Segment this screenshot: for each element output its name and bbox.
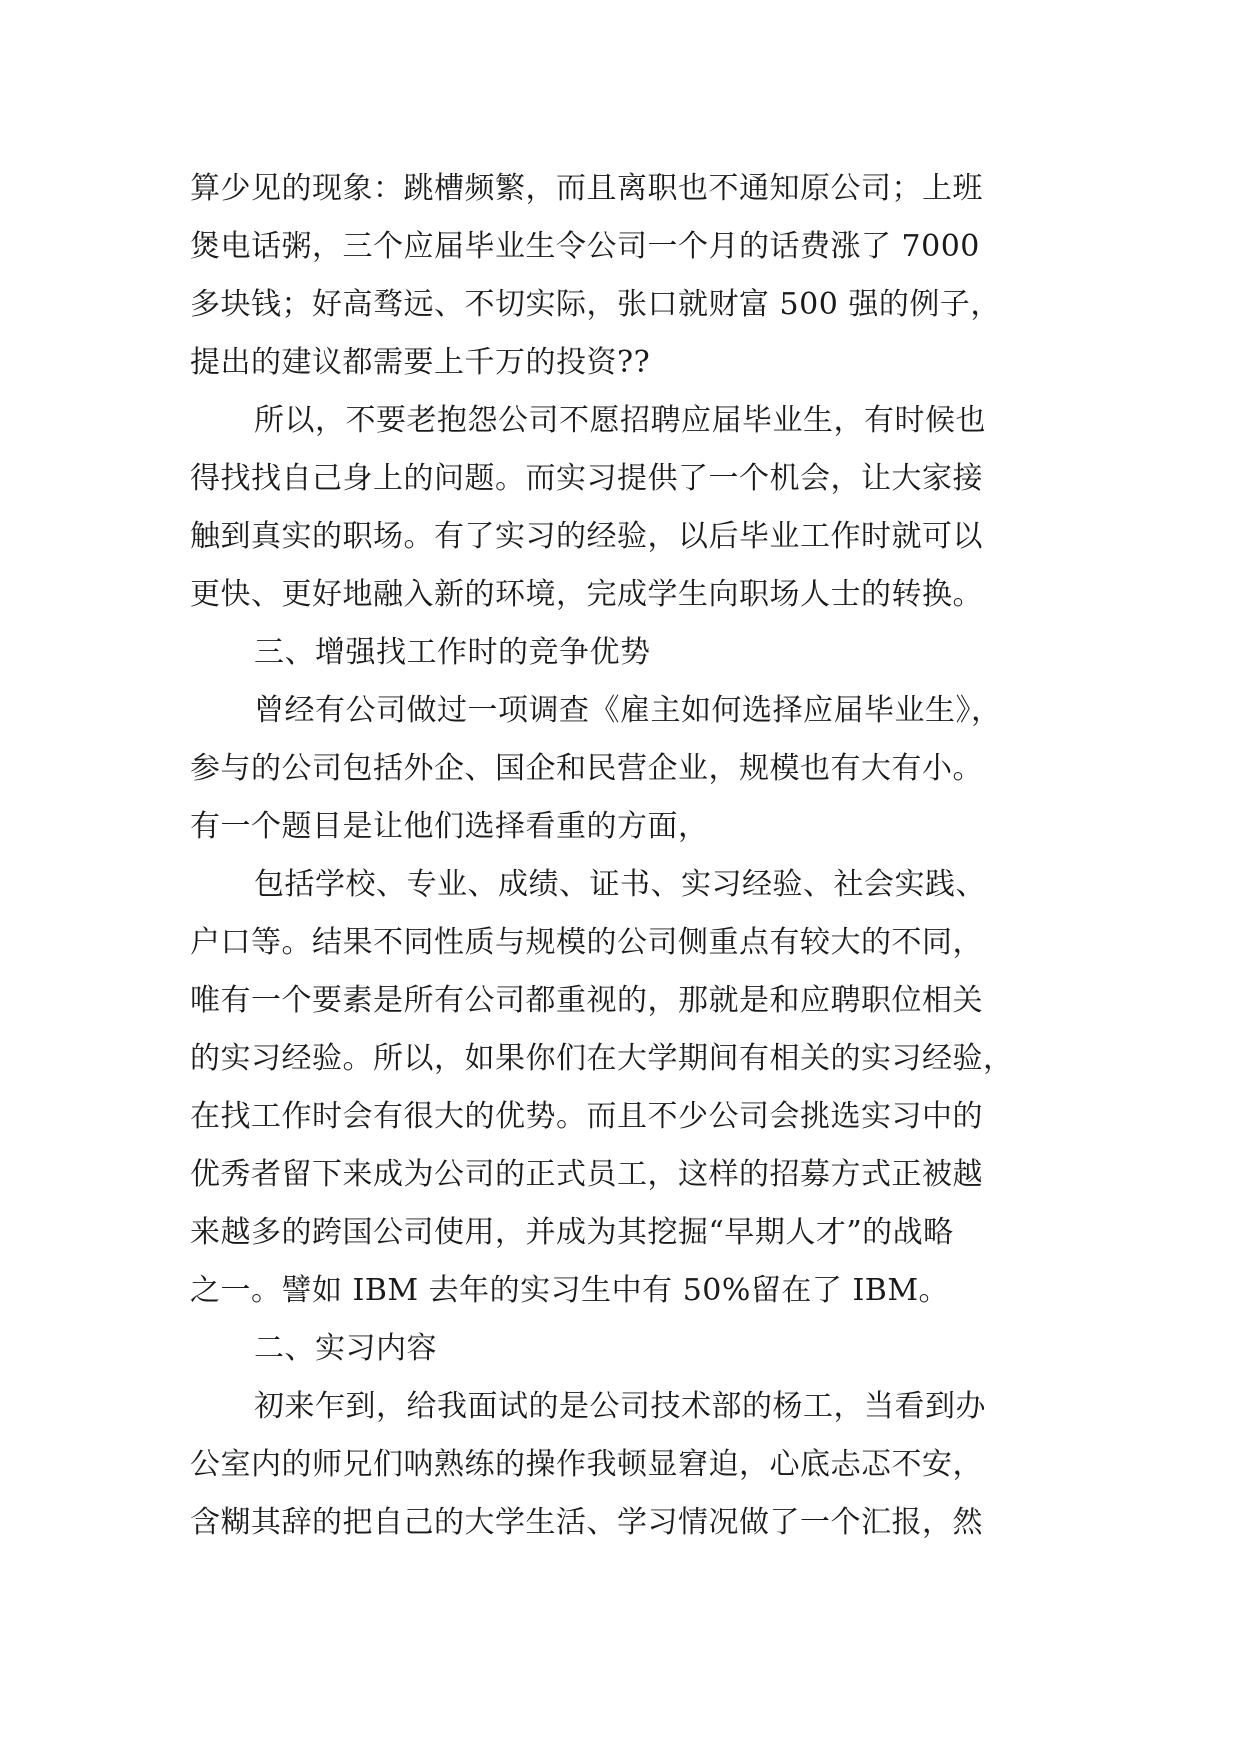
paragraph-first-line: 包括学校、专业、成绩、证书、实习经验、社会实践、 <box>254 867 986 902</box>
section-heading: 二、实习内容 <box>254 1331 437 1366</box>
text-line: 唯有一个要素是所有公司都重视的，那就是和应聘职位相关 <box>190 983 983 1018</box>
text-line: 含糊其辞的把自己的大学生活、学习情况做了一个汇报，然 <box>190 1505 983 1540</box>
text-line: 算少见的现象：跳槽频繁，而且离职也不通知原公司；上班 <box>190 171 983 206</box>
section-heading: 三、增强找工作时的竞争优势 <box>254 635 651 670</box>
text-line: 公室内的师兄们呐熟练的操作我顿显窘迫，心底忐忑不安， <box>190 1447 983 1482</box>
text-line: 有一个题目是让他们选择看重的方面， <box>190 809 709 844</box>
text-line: 的实习经验。所以，如果你们在大学期间有相关的实习经验， <box>190 1041 1014 1076</box>
text-line: 优秀者留下来成为公司的正式员工，这样的招募方式正被越 <box>190 1157 983 1192</box>
paragraph-first-line: 曾经有公司做过一项调查《雇主如何选择应届毕业生》， <box>254 693 1002 728</box>
text-line: 得找找自己身上的问题。而实习提供了一个机会，让大家接 <box>190 461 983 496</box>
text-line: 之一。譬如 IBM 去年的实习生中有 50%留在了 IBM。 <box>190 1273 950 1308</box>
paragraph-first-line: 初来乍到，给我面试的是公司技术部的杨工，当看到办 <box>254 1389 986 1424</box>
text-line: 来越多的跨国公司使用，并成为其挖掘“早期人才”的战略 <box>190 1215 954 1250</box>
paragraph-first-line: 所以，不要老抱怨公司不愿招聘应届毕业生，有时候也 <box>254 403 986 438</box>
text-line: 更快、更好地融入新的环境，完成学生向职场人士的转换。 <box>190 577 983 612</box>
text-line: 煲电话粥，三个应届毕业生令公司一个月的话费涨了 7000 <box>190 229 980 264</box>
text-line: 户口等。结果不同性质与规模的公司侧重点有较大的不同， <box>190 925 983 960</box>
text-line: 在找工作时会有很大的优势。而且不少公司会挑选实习中的 <box>190 1099 983 1134</box>
text-line: 提出的建议都需要上千万的投资?? <box>190 345 651 380</box>
document-body <box>190 160 1060 1552</box>
text-line: 多块钱；好高骛远、不切实际，张口就财富 500 强的例子， <box>190 287 1001 322</box>
text-line: 参与的公司包括外企、国企和民营企业，规模也有大有小。 <box>190 751 983 786</box>
text-line: 触到真实的职场。有了实习的经验，以后毕业工作时就可以 <box>190 519 983 554</box>
